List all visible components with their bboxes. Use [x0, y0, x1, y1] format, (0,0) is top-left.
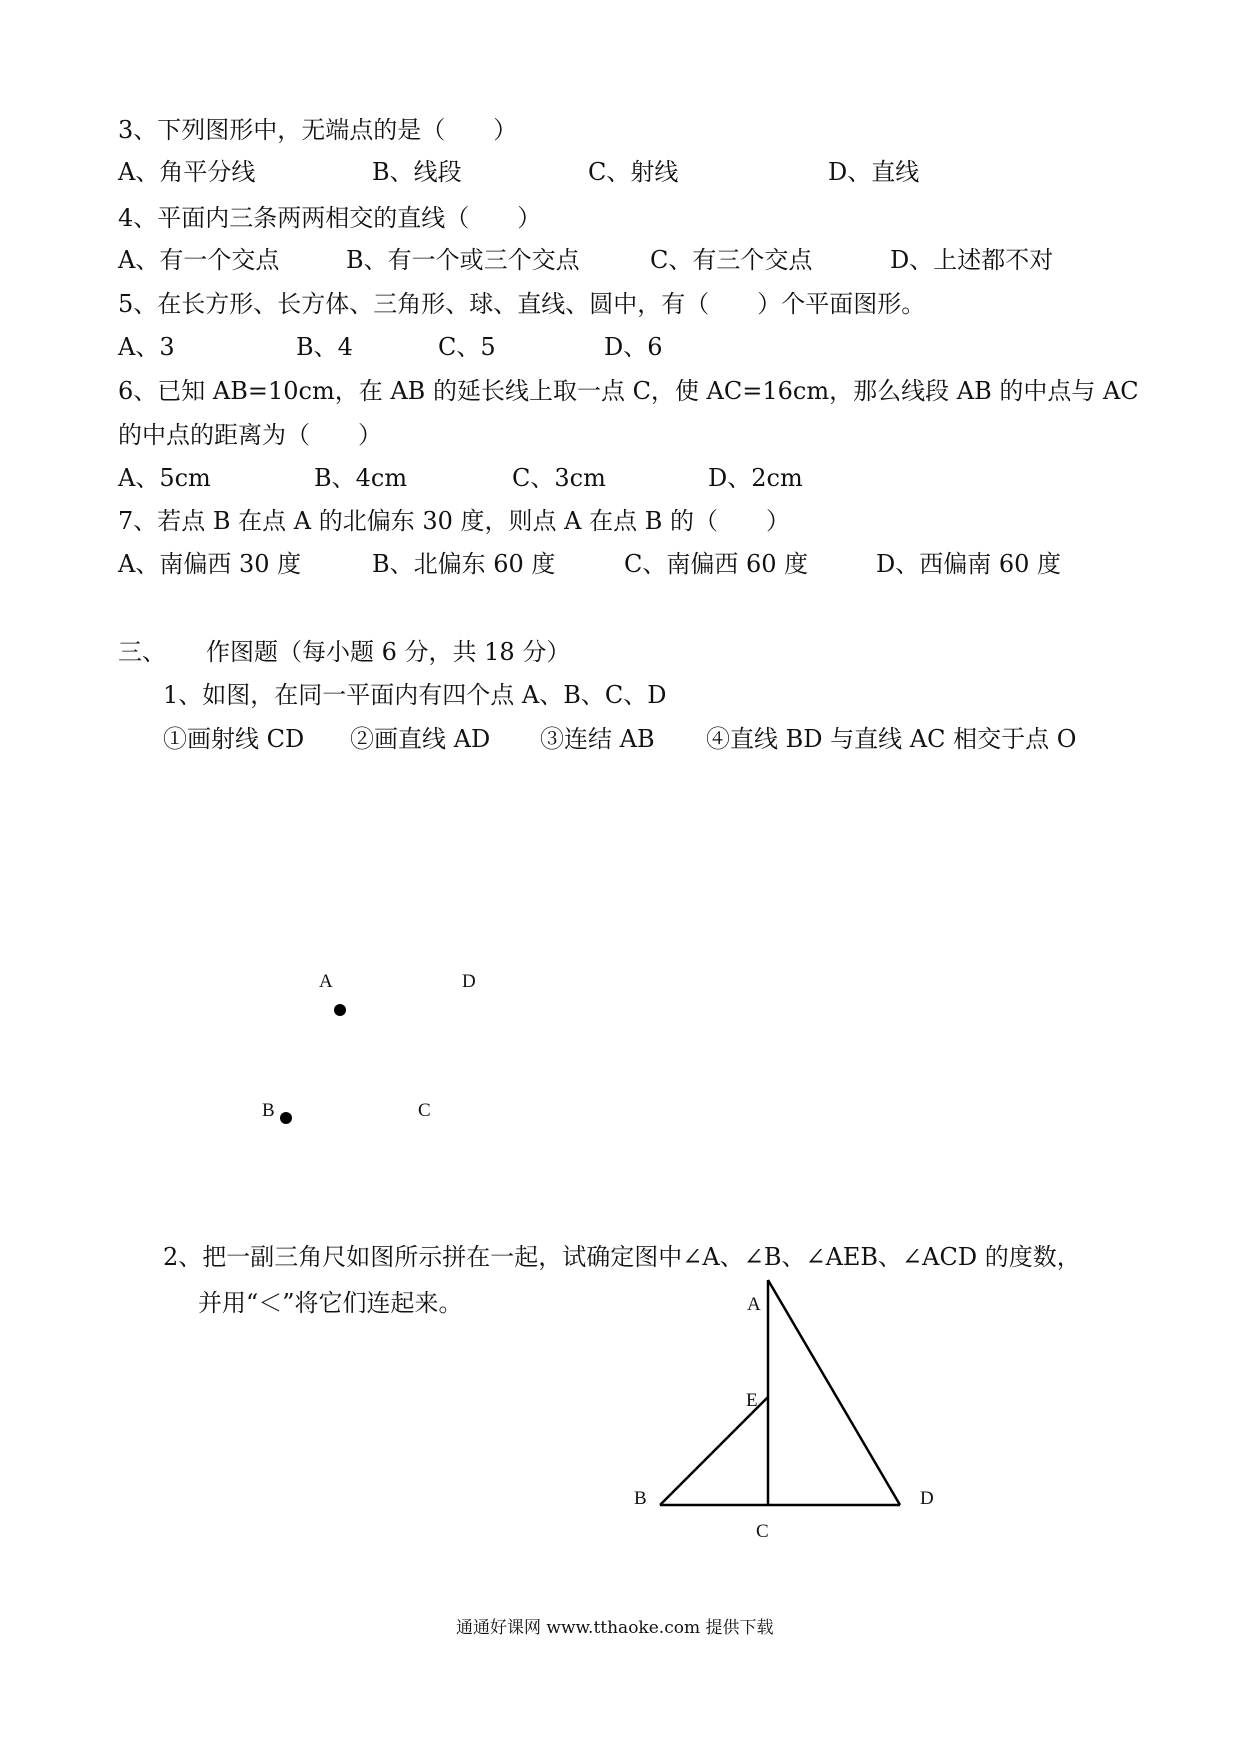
point-a-dot: [334, 1004, 346, 1016]
point-b-dot: [280, 1112, 292, 1124]
q4-option-c: C、有三个交点: [650, 246, 813, 274]
q3-option-c: C、射线: [588, 158, 679, 186]
q7-option-a: A、南偏西 30 度: [118, 550, 302, 578]
q3-stem: 3、下列图形中，无端点的是（ ）: [118, 116, 518, 144]
q5-option-c: C、5: [438, 333, 496, 361]
q6-option-d: D、2cm: [708, 464, 803, 492]
p1-stem: 1、如图，在同一平面内有四个点 A、B、C、D: [163, 681, 667, 709]
section-title: 作图题（每小题 6 分，共 18 分）: [206, 638, 571, 666]
label-a: A: [319, 971, 333, 992]
section-number: 三、: [118, 638, 166, 666]
q7-option-c: C、南偏西 60 度: [624, 550, 809, 578]
segment-be: [660, 1397, 768, 1505]
q5-option-b: B、4: [296, 333, 353, 361]
tri-label-d: D: [920, 1488, 934, 1509]
label-c: C: [418, 1100, 431, 1121]
tri-label-e: E: [746, 1390, 758, 1411]
footer-text: 通通好课网 www.tthaoke.com 提供下载: [456, 1618, 774, 1638]
q4-stem: 4、平面内三条两两相交的直线（ ）: [118, 204, 542, 232]
p1-task-4: ④直线 BD 与直线 AC 相交于点 O: [706, 725, 1077, 753]
p1-task-2: ②画直线 AD: [350, 725, 491, 753]
q7-option-d: D、西偏南 60 度: [876, 550, 1062, 578]
tri-label-a: A: [747, 1294, 761, 1315]
p2-stem-line1: 2、把一副三角尺如图所示拼在一起，试确定图中∠A、∠B、∠AEB、∠ACD 的度数，: [163, 1243, 1081, 1271]
q6-option-a: A、5cm: [118, 464, 211, 492]
q4-option-d: D、上述都不对: [890, 246, 1054, 274]
q6-stem-line1: 6、已知 AB=10cm，在 AB 的延长线上取一点 C，使 AC=16cm，那么线段 AB 的中点与 AC: [118, 377, 1139, 405]
q7-option-b: B、北偏东 60 度: [372, 550, 556, 578]
p1-task-3: ③连结 AB: [540, 725, 655, 753]
p1-task-1: ①画射线 CD: [163, 725, 305, 753]
p2-stem-line2: 并用“＜”将它们连起来。: [198, 1289, 463, 1317]
q3-option-d: D、直线: [828, 158, 920, 186]
q5-stem: 5、在长方形、长方体、三角形、球、直线、圆中，有（ ）个平面图形。: [118, 290, 926, 318]
tri-label-b: B: [634, 1488, 647, 1509]
label-b: B: [262, 1100, 275, 1121]
q4-option-b: B、有一个或三个交点: [346, 246, 580, 274]
segment-ad: [768, 1280, 900, 1505]
q3-option-b: B、线段: [372, 158, 462, 186]
q4-option-a: A、有一个交点: [118, 246, 280, 274]
q3-option-a: A、角平分线: [118, 158, 256, 186]
q7-stem: 7、若点 B 在点 A 的北偏东 30 度，则点 A 在点 B 的（ ）: [118, 507, 791, 535]
tri-label-c: C: [756, 1521, 769, 1542]
q6-stem-line2: 的中点的距离为（ ）: [118, 421, 382, 449]
q6-option-b: B、4cm: [314, 464, 408, 492]
q5-option-a: A、3: [118, 333, 175, 361]
q5-option-d: D、6: [604, 333, 663, 361]
label-d: D: [462, 971, 476, 992]
q6-option-c: C、3cm: [512, 464, 606, 492]
